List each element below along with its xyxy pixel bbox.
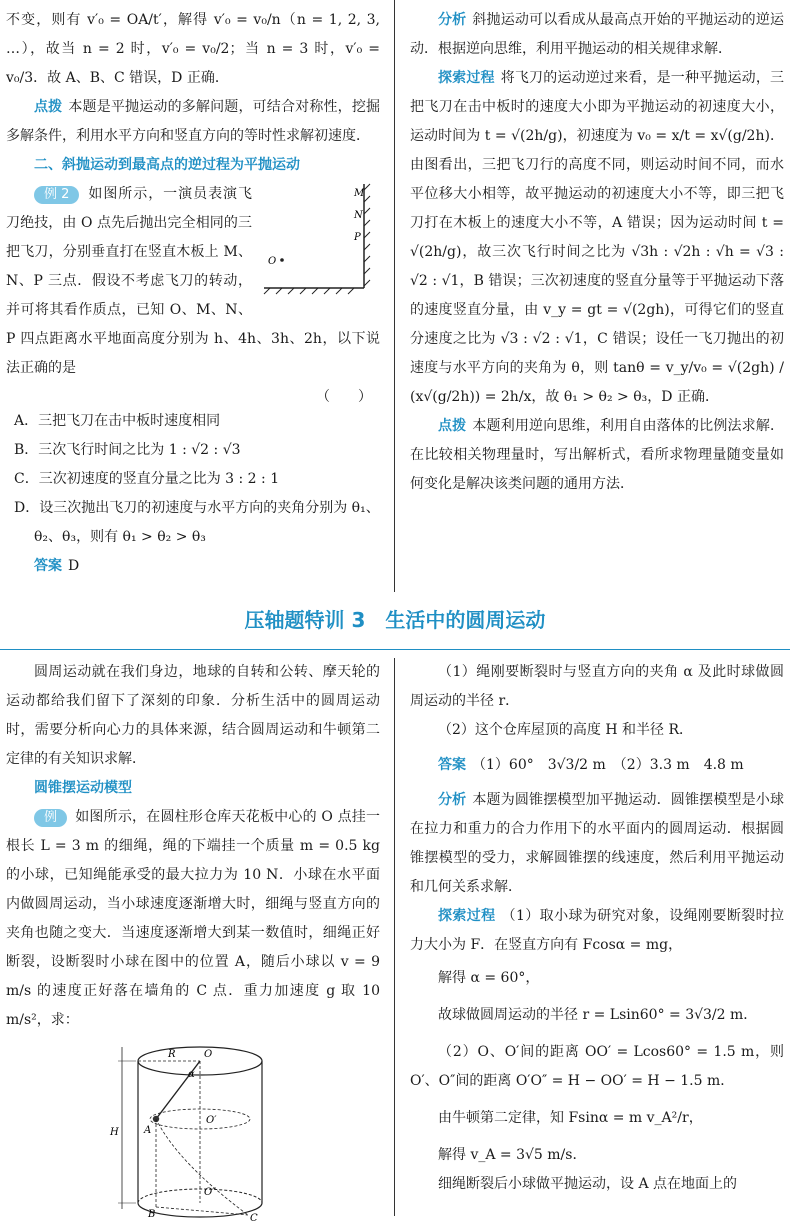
example-badge: 例 [34,809,67,827]
column-divider-bottom [394,658,395,1216]
top-right-column [404,0,790,592]
analysis-paragraph-bottom: 分析 本题为圆锥摆模型加平抛运动．圆锥摆模型是小球在拉力和重力的合力作用下的水平面内的圆周运动．根据圆锥摆模型的受力，求解圆锥摆的线速度，然后利用平抛运动和几何关系求解． [410,792,785,895]
solution-continuation: 不变，则有 v′₀ = OA/t′，解得 v′₀ = v₀/n（n = 1, 2, 3, …），故当 n = 2 时，v′₀ = v₀/2；当 n = 3 时，v′₀ = v₀/3．故 A、B、C 错误，D 正确． [6,12,380,86]
example-2-paragraph: 例 2 如图所示，一演员表演飞刀绝技，由 O 点先后抛出完全相同的三把飞刀，分别垂直打在竖直木板上 M、N、P 三点．假设不考虑飞刀的转动，并可将其看作质点，已知 O、M、N、P 四点距离水平地面高度分别为 h、4h、3h、2h，以下说法正确的是 [6,186,380,376]
solve-distance: （2）O、O′间的距离 OO′ = Lcos60° = 1.5 m，则 O′、O″间的距离 O′O″ = H − OO′ = H − 1.5 m． [410,1044,784,1089]
bottom-right-column [404,658,790,1216]
knife-throw-figure [260,180,380,300]
example-2-badge: 例 2 [34,186,79,204]
answer-row [6,552,380,581]
answer-paren: （ ） [316,389,372,405]
top-left-column [0,0,384,592]
tip-paragraph-right: 点拨 本题利用逆向思维，利用自由落体的比例法求解．在比较相关物理量时，写出解析式，看所求物理量随变量如何变化是解决该类问题的通用方法． [410,418,785,492]
point-o-label: O [268,256,277,267]
answer-paragraph [410,751,784,780]
label-r: R [168,1049,176,1060]
label-h: H [110,1127,119,1138]
bottom-left-column [0,658,384,1223]
label-c: C [250,1213,258,1223]
intro-paragraph: 圆周运动就在我们身边，地球的自转和公转、摩天轮的运动都给我们留下了深刻的印象．分析生活中的圆周运动时，需要分析向心力的具体来源，结合圆周运动和牛顿第二定律的有关知识求解． [6,664,380,767]
option-c: C．三次初速度的竖直分量之比为 3 : 2 : 1 [14,471,280,487]
option-b: B．三次飞行时间之比为 1 : √2 : √3 [14,442,241,458]
option-d: D．设三次抛出飞刀的初速度与水平方向的夹角分别为 θ₁、θ₂、θ₃，则有 θ₁ > θ₂ > θ₃ [14,500,380,545]
analysis-label: 分析 [438,12,467,28]
label-o-double-prime: O″ [204,1187,216,1198]
question-1: （1）绳刚要断裂时与竖直方向的夹角 α 及此时球做圆周运动的半径 r． [410,664,784,709]
label-b: B [148,1209,156,1220]
solve-radius: 故球做圆周运动的半径 r = Lsin60° = 3√3/2 m． [438,1007,758,1023]
exploration-paragraph-bottom: 探索过程 （1）取小球为研究对象，设绳刚要断裂时拉力大小为 F．在竖直方向有 Fcosα = mg， [410,908,785,953]
answer-label-bottom: 答案 [438,757,466,773]
section-title: 压轴题特训 3 生活中的圆周运动 [244,608,546,632]
section-divider [0,649,790,650]
point-n-label: N [354,210,363,221]
section-heading-2: 二、斜抛运动到最高点的逆过程为平抛运动 [34,157,300,173]
example-paragraph: 例 如图所示，在圆柱形仓库天花板中心的 O 点挂一根长 L = 3 m 的细绳，绳的下端挂一个质量 m = 0.5 kg 的小球，已知绳能承受的最大拉力为 10 N．小球在水平面内做圆周运动，当小球速度逐渐增大时，细绳与竖直方向的夹角也随之变大．当速度逐渐增大到某一数值时，细绳正好断裂，设断裂时小球在图中的位置 A，随后小球以 v = 9 m/s 的速度正好落在墙角的 C 点．重力加速度 g 取 10 m/s²，求： [6,809,380,1028]
label-o: O [204,1049,213,1060]
question-2: （2）这个仓库屋顶的高度 H 和半径 R． [438,722,694,738]
solve-velocity: 解得 v_A = 3√5 m/s． [438,1147,587,1163]
label-alpha: α [188,1069,195,1080]
point-p-label: P [354,232,361,243]
label-a: A [144,1125,152,1136]
option-a: A．三把飞刀在击中板时速度相同 [14,413,221,429]
tip-label-right: 点拨 [438,418,467,434]
exploration-label: 探索过程 [438,70,495,86]
answer-value-bottom: （1）60° 3√3/2 m （2）3.3 m 4.8 m [472,757,744,773]
exploration-paragraph: 探索过程 将飞刀的运动逆过来看，是一种平抛运动，三把飞刀在击中板时的速度大小即为平抛运动的初速度大小，运动时间为 t = √(2h/g)，初速度为 v₀ = x/t = x√(g/2h)．由图看出，三把飞刀行的高度不同，则运动时间不同，而水平位移大小相等，故平抛运动的初速度大小不等，即三把飞刀打在木板上的速度大小不等，A 错误；因为运动时间 t = √(2h/g)，故三次飞行时间之比为 √3h : √2h : √h = √3 : √2 : √1，B 错误；三次初速度的竖直分量等于平抛运动下落的速度竖直分量，由 v_y = gt = √(2gh)，可得它们的竖直分速度之比为 √3 : √2 : √1，C 错误；设任一飞刀抛出的初速度与水平方向的夹角为 θ，则 tanθ = v_y/v₀ = √(2gh) / (x√(g/2h)) = 2h/x，故 θ₁ > θ₂ > θ₃，D 正确． [410,70,785,405]
point-m-label: M [354,188,365,199]
tip-paragraph: 点拨 本题是平抛运动的多解问题，可结合对称性，挖掘多解条件，利用水平方向和竖直方向的等时性求解初速度． [6,99,381,144]
model-heading: 圆锥摆运动模型 [34,780,132,796]
column-divider-top [394,0,395,592]
last-line: 细绳断裂后小球做平抛运动，设 A 点在地面上的 [438,1176,738,1192]
analysis-paragraph: 分析 斜抛运动可以看成从最高点开始的平抛运动的逆运动．根据逆向思维，利用平抛运动的相关规律求解． [410,12,785,57]
analysis-label-bottom: 分析 [438,792,467,808]
solve-alpha: 解得 α = 60°， [438,970,540,986]
conical-pendulum-figure [108,1043,278,1223]
tip-label: 点拨 [34,99,63,115]
exploration-label-bottom: 探索过程 [438,908,496,924]
newton-law: 由牛顿第二定律，知 Fsinα = m v_A²/r， [438,1110,703,1126]
label-o-prime: O′ [206,1115,217,1126]
answer-label: 答案 [34,558,62,574]
answer-value: D [68,558,80,574]
